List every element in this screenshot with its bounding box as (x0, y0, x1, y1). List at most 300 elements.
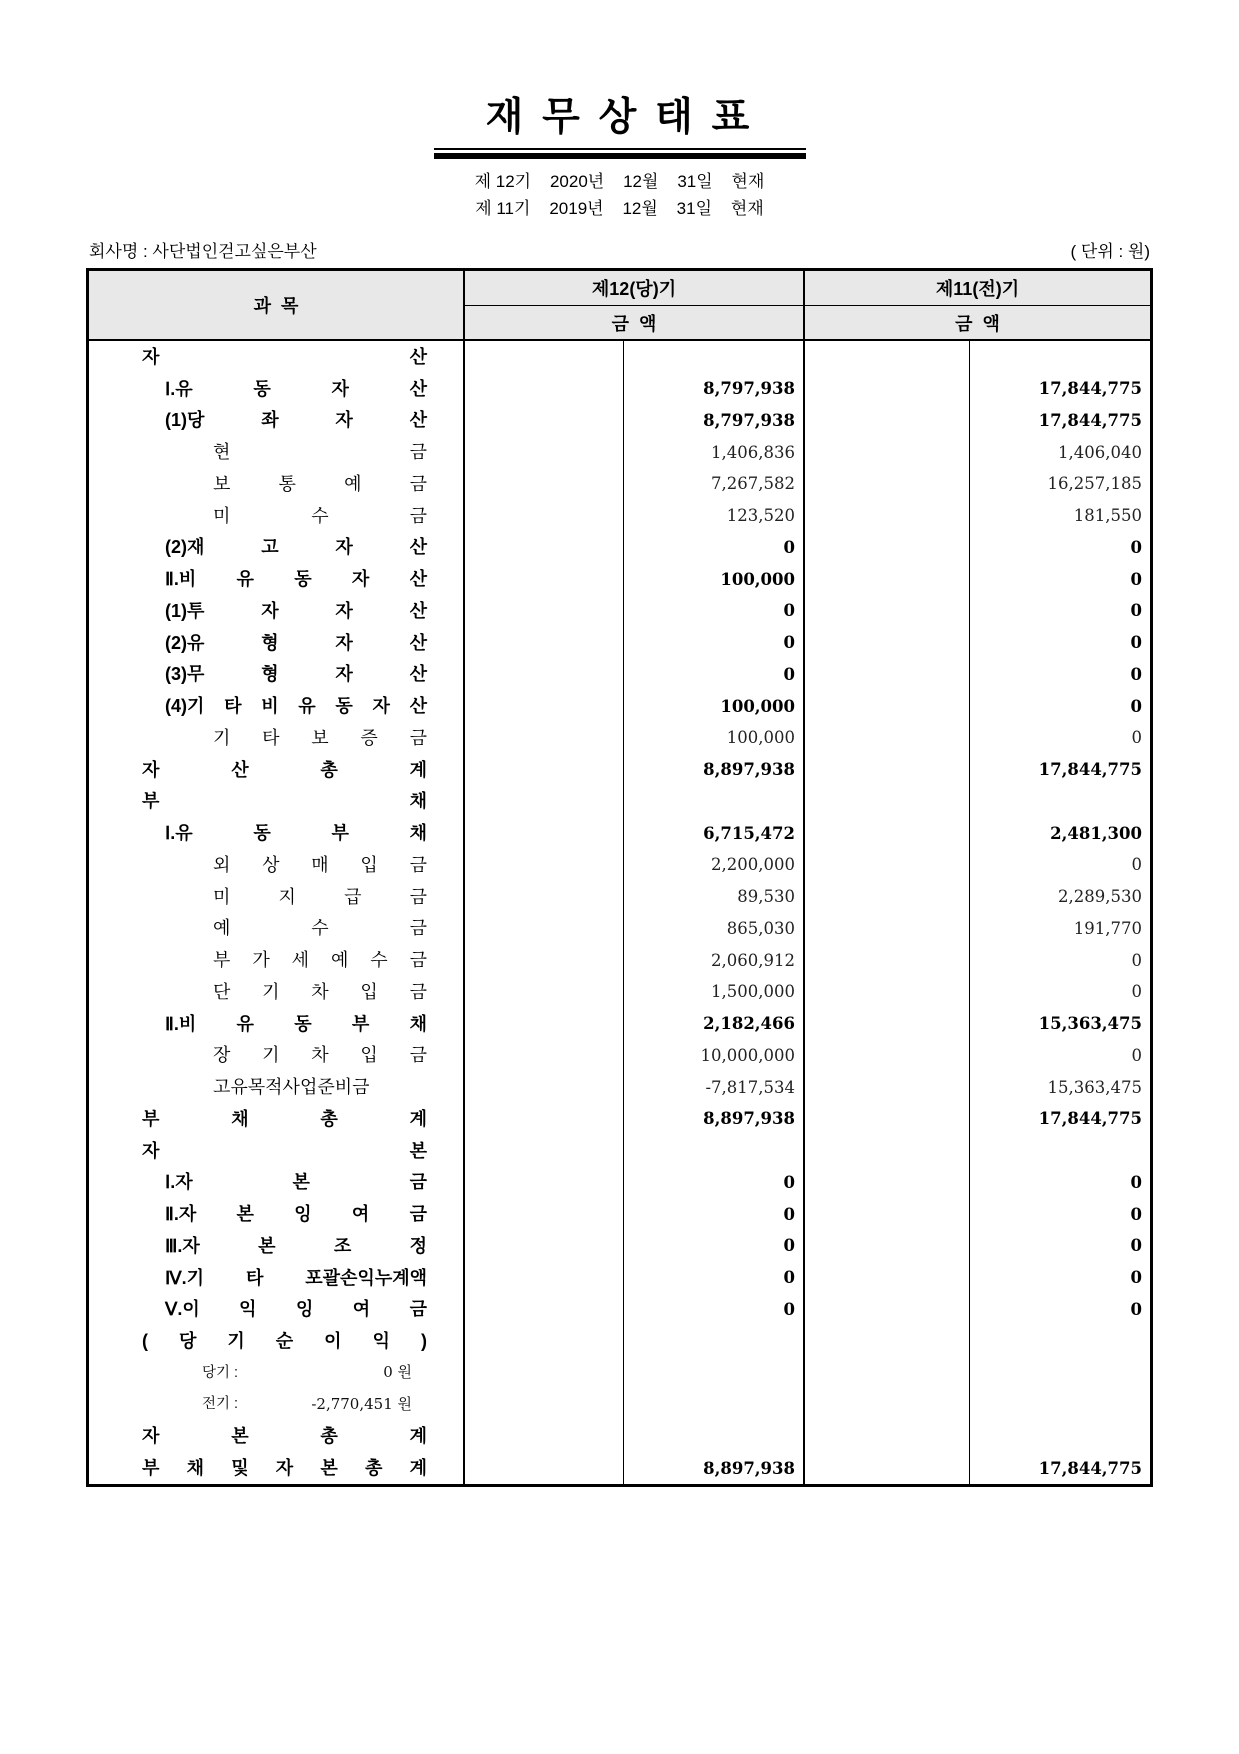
amount-gap-cell-prior (805, 627, 970, 659)
account-token: 자 (142, 1426, 160, 1447)
amount-gap-cell-current (465, 373, 624, 405)
amount-cell-current: 100,000 (624, 563, 805, 595)
account-token: 여 (352, 1299, 371, 1320)
amount-cell-current: -7,817,534 (624, 1071, 805, 1103)
account-token: 차 (311, 981, 329, 1002)
account-token: 지 (278, 886, 296, 907)
amount-cell-current: 0 (624, 627, 805, 659)
amount-cell-current (624, 1389, 805, 1421)
account-token: 이 (324, 1331, 342, 1352)
amount-gap-cell-current (465, 976, 624, 1008)
account-token: 차 (311, 1045, 329, 1066)
account-token: 부 (331, 823, 349, 844)
account-cell (89, 1452, 465, 1484)
amount-gap-cell-prior (805, 1008, 970, 1040)
account-cell (89, 817, 465, 849)
account-token: 및 (231, 1458, 249, 1479)
note-value: 0 원 (383, 1363, 412, 1382)
amount-gap-cell-current (465, 1421, 624, 1453)
amount-cell-current: 0 (624, 1262, 805, 1294)
amount-gap-cell-current (465, 1325, 624, 1357)
account-token: 본 (258, 1235, 276, 1256)
account-token: 자 (261, 600, 279, 621)
account-token: 본 (231, 1426, 249, 1447)
amount-cell-prior: 0 (1130, 601, 1142, 621)
account-cell (89, 754, 465, 786)
amount-cell-current: 0 (624, 1294, 805, 1326)
amount-cell-prior: 2,289,530 (1058, 887, 1142, 907)
amount-gap-cell-prior (805, 1040, 970, 1072)
account-token: (1)당 (165, 410, 205, 431)
account-token: Ⅰ.유 (165, 378, 193, 399)
account-token: 채 (409, 1013, 427, 1034)
period-line-current: 제 12기 2020년 12월 31일 현재 (474, 172, 765, 191)
account-token: 입 (360, 854, 378, 875)
account-token: 산 (409, 346, 427, 367)
amount-cell-prior: 0 (1130, 1172, 1142, 1192)
amount-cell-prior: 191,770 (1073, 918, 1142, 938)
account-cell (89, 468, 465, 500)
amount-gap-cell-current (465, 659, 624, 691)
account-token: 자 (142, 1140, 160, 1161)
account-cell (89, 627, 465, 659)
amount-gap-cell-current (465, 1230, 624, 1262)
account-cell (89, 1071, 465, 1103)
amount-cell-current: 0 (624, 595, 805, 627)
account-token: 유 (298, 696, 316, 717)
amount-cell-current: 0 (624, 1230, 805, 1262)
amount-cell-current (624, 1135, 805, 1167)
header-amount-prior: 금 액 (805, 306, 1150, 341)
amount-gap-cell-current (465, 1040, 624, 1072)
account-token: 금 (409, 918, 427, 939)
amount-cell-prior: 15,363,475 (1047, 1077, 1142, 1097)
amount-gap-cell-current (465, 563, 624, 595)
amount-cell-current: 100,000 (624, 722, 805, 754)
amount-cell-prior (970, 786, 1150, 818)
account-token: 보 (213, 473, 231, 494)
account-token: 금 (409, 1172, 427, 1193)
account-token: 유 (236, 1013, 254, 1034)
title-block (0, 86, 1239, 159)
account-token: (2)재 (165, 537, 205, 558)
account-token: (1)투 (165, 600, 205, 621)
account-token: 동 (294, 1013, 312, 1034)
amount-cell-prior (970, 1325, 1150, 1357)
account-cell (89, 1198, 465, 1230)
account-token: 미 (213, 505, 231, 526)
amount-gap-cell-current (465, 405, 624, 437)
account-token: 자 (335, 600, 353, 621)
amount-cell-prior (970, 1421, 1150, 1453)
amount-cell-prior: 1,406,040 (1058, 442, 1142, 462)
account-cell (89, 1135, 465, 1167)
account-token: 정 (409, 1235, 427, 1256)
account-token: 금 (409, 442, 427, 463)
account-token: 채 (409, 823, 427, 844)
account-token: 좌 (261, 410, 279, 431)
amount-gap-cell-current (465, 595, 624, 627)
account-token: 잉 (295, 1299, 314, 1320)
amount-cell-prior (970, 1389, 1150, 1421)
amount-cell-prior: 2,481,300 (1050, 823, 1142, 843)
amount-cell-prior: 17,844,775 (1038, 760, 1142, 780)
account-token: 세 (291, 950, 310, 971)
amount-cell-current: 10,000,000 (624, 1040, 805, 1072)
amount-gap-cell-current (465, 1008, 624, 1040)
header-account-column: 과 목 (89, 271, 465, 341)
account-token: 계 (409, 759, 427, 780)
account-cell (89, 1040, 465, 1072)
page-title: 재 무 상 태 표 (485, 96, 754, 139)
account-token: 계 (409, 1108, 427, 1129)
amount-gap-cell-current (465, 627, 624, 659)
amount-gap-cell-prior (805, 436, 970, 468)
account-note-cell (89, 1357, 465, 1389)
account-cell (89, 1294, 465, 1326)
account-token: 산 (409, 696, 427, 717)
amount-gap-cell-prior (805, 1452, 970, 1484)
account-token: 여 (351, 1204, 370, 1225)
amount-gap-cell-prior (805, 944, 970, 976)
account-token: 기 (213, 727, 231, 748)
account-token: 동 (253, 823, 271, 844)
amount-cell-current: 2,182,466 (624, 1008, 805, 1040)
amount-gap-cell-current (465, 913, 624, 945)
amount-cell-prior: 0 (1130, 1268, 1142, 1288)
account-token: ) (420, 1331, 427, 1352)
account-token: 금 (409, 727, 427, 748)
account-token: 금 (409, 981, 427, 1002)
header-amount-current: 금 액 (465, 306, 805, 341)
account-token: 동 (253, 378, 271, 399)
account-token: ( (142, 1331, 148, 1352)
header-current-period: 제12(당)기 (465, 271, 805, 306)
account-cell (89, 532, 465, 564)
account-cell (89, 849, 465, 881)
account-token: 고유목적사업준비금 (213, 1077, 370, 1098)
account-token: 총 (320, 1108, 338, 1129)
period-lines (0, 168, 1239, 222)
account-token: 입 (360, 981, 378, 1002)
amount-gap-cell-prior (805, 976, 970, 1008)
account-token: 수 (311, 918, 329, 939)
account-token: 금 (409, 950, 427, 971)
account-token: 금 (409, 854, 427, 875)
account-token: 계 (409, 1458, 427, 1479)
amount-cell-current: 2,060,912 (624, 944, 805, 976)
amount-gap-cell-prior (805, 913, 970, 945)
account-token: 산 (409, 410, 427, 431)
amount-gap-cell-current (465, 1452, 624, 1484)
amount-cell-prior: 0 (1130, 569, 1142, 589)
amount-gap-cell-prior (805, 1198, 970, 1230)
account-token: 금 (409, 473, 427, 494)
account-token: 자 (142, 346, 160, 367)
amount-cell-current: 1,500,000 (624, 976, 805, 1008)
account-cell (89, 563, 465, 595)
account-token: 총 (364, 1458, 383, 1479)
account-token: Ⅱ.비 (165, 1013, 197, 1034)
account-token: Ⅴ.이 (165, 1299, 200, 1320)
amount-gap-cell-prior (805, 1230, 970, 1262)
account-token: 총 (320, 759, 338, 780)
account-cell (89, 690, 465, 722)
amount-gap-cell-current (465, 1389, 624, 1421)
company-name-label: 회사명 : 사단법인걷고싶은부산 (89, 242, 317, 261)
amount-cell-current: 0 (624, 1198, 805, 1230)
amount-cell-prior: 17,844,775 (1038, 1109, 1142, 1129)
amount-cell-prior: 0 (1130, 633, 1142, 653)
account-cell (89, 1325, 465, 1357)
amount-cell-prior (970, 1135, 1150, 1167)
account-cell (89, 913, 465, 945)
account-token: 본 (292, 1172, 310, 1193)
account-token: 산 (409, 600, 427, 621)
account-token: 부 (351, 1013, 370, 1034)
account-cell (89, 976, 465, 1008)
account-cell (89, 405, 465, 437)
account-cell (89, 1103, 465, 1135)
amount-cell-current: 8,897,938 (624, 1452, 805, 1484)
account-token: 익 (372, 1331, 390, 1352)
amount-cell-current: 0 (624, 659, 805, 691)
amount-cell-prior: 17,844,775 (1038, 410, 1142, 430)
amount-cell-current: 8,797,938 (624, 373, 805, 405)
amount-gap-cell-current (465, 1167, 624, 1199)
unit-label: ( 단위 : 원) (1070, 242, 1150, 261)
account-token: 당 (179, 1331, 197, 1352)
amount-gap-cell-current (465, 1103, 624, 1135)
amount-gap-cell-prior (805, 786, 970, 818)
account-token: 총 (320, 1426, 338, 1447)
amount-cell-prior: 0 (1131, 982, 1142, 1002)
amount-gap-cell-prior (805, 1421, 970, 1453)
account-token: 예 (344, 473, 362, 494)
amount-gap-cell-current (465, 1135, 624, 1167)
amount-gap-cell-current (465, 817, 624, 849)
account-token: 비 (261, 696, 279, 717)
amount-cell-prior: 0 (1130, 664, 1142, 684)
amount-cell-current: 6,715,472 (624, 817, 805, 849)
account-note-cell (89, 1389, 465, 1421)
amount-gap-cell-prior (805, 1357, 970, 1389)
account-token: 산 (231, 759, 249, 780)
account-token: 자 (335, 410, 353, 431)
amount-cell-prior: 0 (1130, 1299, 1142, 1319)
account-token: 급 (344, 886, 362, 907)
amount-gap-cell-current (465, 944, 624, 976)
amount-gap-cell-prior (805, 722, 970, 754)
account-token: 기 (262, 981, 280, 1002)
amount-gap-cell-current (465, 786, 624, 818)
account-cell (89, 595, 465, 627)
account-token: 자 (142, 759, 160, 780)
amount-cell-current (624, 1421, 805, 1453)
amount-gap-cell-prior (805, 690, 970, 722)
account-token: 동 (294, 569, 312, 590)
account-cell (89, 373, 465, 405)
amount-gap-cell-prior (805, 849, 970, 881)
account-token: 기 (227, 1331, 245, 1352)
account-token: 부 (142, 791, 160, 812)
account-token: 본 (409, 1140, 427, 1161)
account-token: 현 (213, 442, 231, 463)
account-token: 산 (409, 664, 427, 685)
amount-gap-cell-current (465, 849, 624, 881)
note-label: 전기 : (202, 1396, 239, 1413)
amount-gap-cell-prior (805, 373, 970, 405)
account-token: 순 (275, 1331, 294, 1352)
amount-gap-cell-prior (805, 659, 970, 691)
account-token: 자 (335, 632, 353, 653)
account-cell (89, 436, 465, 468)
note-value: -2,770,451 원 (311, 1395, 412, 1414)
account-token: 형 (261, 664, 279, 685)
amount-cell-current (624, 341, 805, 373)
account-token: 채 (231, 1108, 249, 1129)
account-token: (3)무 (165, 664, 205, 685)
account-token: 포괄손익누계액 (305, 1267, 427, 1288)
account-token: 익 (239, 1299, 257, 1320)
amount-cell-current (624, 1325, 805, 1357)
account-token: 본 (236, 1204, 254, 1225)
amount-cell-prior: 17,844,775 (1038, 1458, 1142, 1478)
amount-gap-cell-current (465, 1262, 624, 1294)
amount-gap-cell-prior (805, 1294, 970, 1326)
account-token: 자 (372, 696, 390, 717)
amount-gap-cell-prior (805, 1325, 970, 1357)
financial-table (86, 268, 1153, 1487)
amount-gap-cell-prior (805, 500, 970, 532)
account-token: 산 (409, 537, 427, 558)
amount-cell-current (624, 1357, 805, 1389)
account-token: Ⅱ.비 (165, 569, 197, 590)
account-token: 산 (409, 569, 427, 590)
account-token: 외 (213, 854, 231, 875)
header-prior-period: 제11(전)기 (805, 271, 1150, 306)
account-token: 유 (236, 569, 254, 590)
company-row (89, 237, 1150, 262)
account-token: 부 (213, 950, 231, 971)
amount-cell-current: 8,797,938 (624, 405, 805, 437)
account-token: 자 (335, 664, 353, 685)
account-token: 단 (213, 981, 231, 1002)
account-cell (89, 500, 465, 532)
account-token: 수 (370, 950, 388, 971)
amount-gap-cell-current (465, 754, 624, 786)
account-cell (89, 1167, 465, 1199)
account-token: 계 (409, 1426, 427, 1447)
amount-gap-cell-prior (805, 881, 970, 913)
account-cell (89, 722, 465, 754)
amount-gap-cell-prior (805, 405, 970, 437)
account-token: 예 (213, 918, 231, 939)
amount-cell-prior: 0 (1131, 1045, 1142, 1065)
amount-gap-cell-current (465, 1357, 624, 1389)
amount-cell-prior: 15,363,475 (1038, 1014, 1142, 1034)
amount-gap-cell-current (465, 1198, 624, 1230)
amount-cell-prior (970, 1357, 1150, 1389)
amount-gap-cell-prior (805, 1389, 970, 1421)
amount-gap-cell-prior (805, 1167, 970, 1199)
account-token: 조 (333, 1235, 352, 1256)
account-token: 금 (409, 1045, 427, 1066)
account-token: 산 (409, 632, 427, 653)
amount-cell-prior: 0 (1130, 1204, 1142, 1224)
account-token: 자 (331, 378, 349, 399)
account-token: 산 (409, 378, 427, 399)
account-token: 본 (320, 1458, 338, 1479)
note-label: 당기 : (202, 1364, 239, 1381)
account-token: Ⅰ.자 (165, 1172, 193, 1193)
account-token: 상 (262, 854, 280, 875)
amount-gap-cell-current (465, 722, 624, 754)
amount-cell-current: 8,897,938 (624, 1103, 805, 1135)
amount-cell-current: 123,520 (624, 500, 805, 532)
account-token: 입 (360, 1045, 378, 1066)
amount-gap-cell-prior (805, 754, 970, 786)
amount-gap-cell-current (465, 500, 624, 532)
account-token: 금 (409, 1299, 427, 1320)
amount-cell-prior (970, 341, 1150, 373)
amount-cell-current: 8,897,938 (624, 754, 805, 786)
account-token: 통 (278, 473, 296, 494)
amount-gap-cell-current (465, 1294, 624, 1326)
account-token: Ⅲ.자 (165, 1235, 200, 1256)
amount-cell-prior: 0 (1130, 696, 1142, 716)
account-token: (2)유 (165, 632, 205, 653)
account-token: 동 (335, 696, 353, 717)
account-token: 자 (275, 1458, 294, 1479)
amount-gap-cell-prior (805, 1262, 970, 1294)
amount-gap-cell-current (465, 1071, 624, 1103)
account-token: 매 (311, 854, 329, 875)
amount-cell-current (624, 786, 805, 818)
amount-gap-cell-current (465, 436, 624, 468)
account-token: 고 (261, 537, 279, 558)
account-token: 자 (335, 537, 353, 558)
amount-cell-prior: 0 (1130, 1236, 1142, 1256)
account-token: 잉 (294, 1204, 312, 1225)
account-cell (89, 341, 465, 373)
amount-gap-cell-prior (805, 532, 970, 564)
account-cell (89, 786, 465, 818)
amount-gap-cell-prior (805, 468, 970, 500)
account-token: 타 (262, 727, 280, 748)
account-cell (89, 1262, 465, 1294)
amount-cell-prior: 181,550 (1073, 506, 1142, 526)
account-token: 부 (142, 1108, 160, 1129)
account-token: Ⅰ.유 (165, 823, 193, 844)
title-underline-thin (434, 148, 806, 150)
amount-cell-current: 1,406,836 (624, 436, 805, 468)
amount-gap-cell-prior (805, 563, 970, 595)
amount-gap-cell-prior (805, 341, 970, 373)
account-cell (89, 944, 465, 976)
account-cell (89, 1421, 465, 1453)
amount-cell-prior: 0 (1130, 537, 1142, 557)
account-token: (4)기 (165, 696, 205, 717)
amount-gap-cell-current (465, 532, 624, 564)
account-token: Ⅳ.기 (165, 1267, 205, 1288)
account-token: 채 (186, 1458, 204, 1479)
amount-cell-current: 100,000 (624, 690, 805, 722)
account-token: 타 (224, 696, 242, 717)
account-token: 수 (311, 505, 329, 526)
account-token: 보 (311, 727, 329, 748)
account-token: 장 (213, 1045, 231, 1066)
